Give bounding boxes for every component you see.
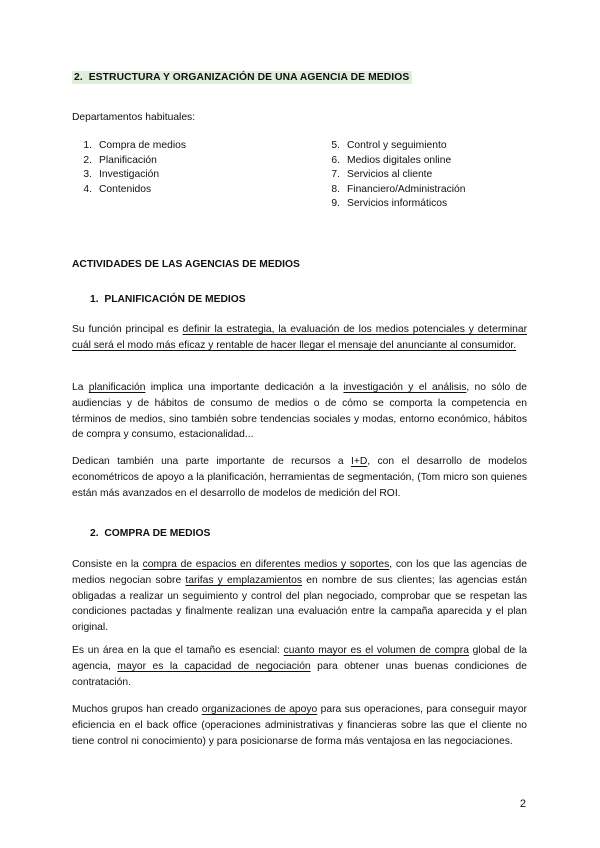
department-number: 9. [331,198,340,210]
department-number: 2. [83,154,92,166]
department-item [324,168,465,183]
p2-text-c: , no sólo de audiencias y de hábitos de consumo de medios o de cómo se comporta la competencia en términos de medios, sino también sobre tendencias sociales y modas, entorno económico, hábitos de compra y consumo, estacionalidad... [72,382,527,441]
paragraph-consiste [72,557,527,636]
department-number: 1. [83,140,92,151]
p4-text-c: en nombre de sus clientes; las agencias están obligadas a realizar un seguimiento y control del plan negociado, comprobar que se respetan las condiciones pactadas y finalmente realizan una evaluación entre la campaña aparecida y el plan original. [72,574,527,634]
paragraph-id [72,454,527,501]
p6-text-b: para sus operaciones, para conseguir mayor eficiencia en el back office (operaciones administrativas y financieras sobre las que el cliente no tiene control ni conocimiento) y para posicionarse de forma más ventajosa en las negociaciones. [72,704,527,747]
page-number: 2 [519,798,526,810]
departments-intro: Departamentos habituales: [72,112,196,123]
p3-text-a: Dedican también una parte importante de recursos a [72,456,351,467]
p1-text-a: Su función principal es [72,324,183,335]
section-heading [72,72,412,83]
p5-text-b: global de la agencia, [72,645,527,672]
subheading-planificacion [90,294,246,305]
p4-text-a: Consiste en la [72,559,143,570]
department-number: 8. [331,183,340,195]
departments-list-right [324,139,465,212]
paragraph-planificacion [72,380,527,443]
department-label: Contenidos [99,183,152,195]
p5-underline-1: cuanto mayor es el volumen de compra [283,645,469,656]
p6-underline-1: organizaciones de apoyo [201,704,318,715]
department-label: Financiero/Administración [347,183,466,195]
p3-underline-1: I+D [350,456,368,467]
p2-text-a: La [72,382,89,393]
p4-underline-1: compra de espacios en diferentes medios y soportes [142,559,390,570]
department-label: Compra de medios [99,140,186,151]
subheading-1-title: PLANIFICACIÓN DE MEDIOS [104,294,246,305]
p2-text-b: implica una importante dedicación a la [145,382,344,393]
p3-text-b: , con el desarrollo de modelos econométricos de apoyo a la planificación, herramientas de segmentación, (Tom micro son quienes están más avanzados en el desarrollo de modelos de medición del ROI. [72,456,527,499]
department-number: 6. [331,154,340,166]
subheading-2-number: 2. [90,528,99,539]
department-item [76,168,186,183]
p5-underline-2: mayor es la capacidad de negociación [117,660,311,672]
department-item [324,183,465,198]
section-heading-number: 2. [74,72,83,83]
department-item [76,139,186,154]
p5-text-c: para obtener unas buenas condiciones de contratación. [72,660,528,688]
department-item [324,197,465,212]
department-item [324,154,465,169]
p2-underline-2: investigación y el análisis [343,382,467,393]
department-number: 3. [83,169,92,181]
department-label: Servicios informáticos [347,198,448,210]
section-heading-highlight [72,71,412,84]
paragraph-tamano [72,643,527,690]
p6-text-a: Muchos grupos han creado [72,704,202,715]
p1-underline-1: definir la estrategia, la evaluación de los medios potenciales y determinar cuál será el modo más eficaz y rentable de hacer llegar el mensaje del anunciante al consumidor. [72,324,527,351]
department-label: Control y seguimiento [347,140,447,151]
p2-underline-1: planificación [88,382,146,393]
subheading-1-number: 1. [90,294,99,305]
department-number: 4. [83,183,92,195]
department-label: Investigación [99,169,160,181]
p4-underline-2: tarifas y emplazamientos [185,574,303,586]
department-item [76,183,186,198]
activities-title: ACTIVIDADES DE LAS AGENCIAS DE MEDIOS [72,259,300,270]
department-label: Medios digitales online [347,154,452,166]
department-number: 7. [331,169,340,181]
paragraph-grupos [72,702,527,749]
department-item [76,154,186,169]
department-number: 5. [331,140,340,151]
subheading-compra [90,528,210,539]
department-label: Planificación [99,154,157,166]
departments-list-left [76,139,186,197]
department-label: Servicios al cliente [347,169,433,181]
p4-text-b: , con los que las agencias de medios negocian sobre [72,559,527,586]
subheading-2-title: COMPRA DE MEDIOS [104,528,211,539]
p5-text-a: Es un área en la que el tamaño es esencial: [72,645,284,656]
paragraph-funcion-principal [72,322,527,354]
section-heading-text: ESTRUCTURA Y ORGANIZACIÓN DE UNA AGENCIA DE MEDIOS [88,72,410,83]
department-item [324,139,465,154]
